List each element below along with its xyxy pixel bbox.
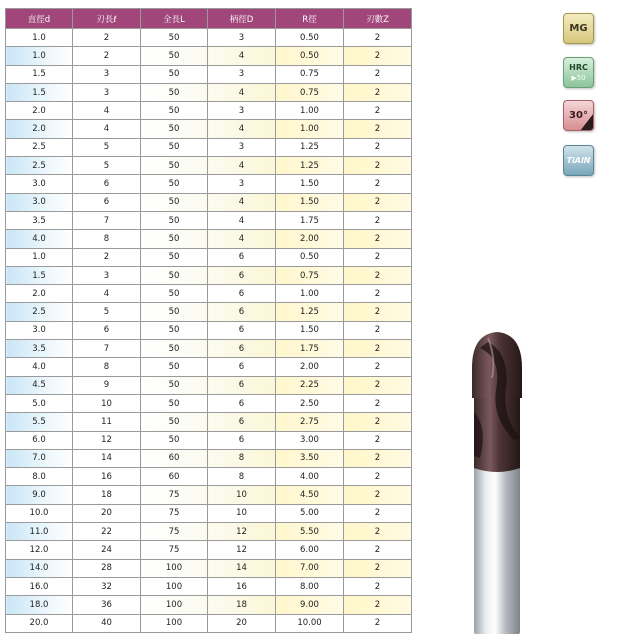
ball-radius-cell: 1.00 — [276, 102, 344, 120]
flute-count-cell: 2 — [344, 559, 412, 577]
flute-length-cell: 9 — [73, 376, 141, 394]
table-row — [6, 266, 412, 284]
flute-count-cell: 2 — [344, 175, 412, 193]
material-mg-badge — [563, 13, 594, 44]
flute-length-cell: 32 — [73, 577, 141, 595]
shank-diameter-cell: 20 — [208, 614, 276, 632]
ball-radius-cell: 1.00 — [276, 285, 344, 303]
ball-radius-cell: 5.00 — [276, 504, 344, 522]
table-row — [6, 29, 412, 47]
shank-diameter-cell: 6 — [208, 285, 276, 303]
shank-diameter-cell: 6 — [208, 248, 276, 266]
ball-radius-cell: 4.50 — [276, 486, 344, 504]
ball-end-mill-icon — [458, 328, 540, 636]
flute-length-cell: 4 — [73, 120, 141, 138]
table-row — [6, 211, 412, 229]
diameter-cell: 6.0 — [6, 431, 73, 449]
flute-count-cell: 2 — [344, 303, 412, 321]
flute-length-cell: 4 — [73, 102, 141, 120]
diameter-cell: 1.5 — [6, 65, 73, 83]
ball-radius-cell: 8.00 — [276, 577, 344, 595]
overall-length-cell: 50 — [141, 285, 208, 303]
flute-count-cell: 2 — [344, 413, 412, 431]
flute-length-cell: 5 — [73, 157, 141, 175]
table-row — [6, 157, 412, 175]
ball-radius-cell: 1.25 — [276, 303, 344, 321]
flute-length-cell: 12 — [73, 431, 141, 449]
flute-length-cell: 5 — [73, 303, 141, 321]
table-row — [6, 138, 412, 156]
flute-length-cell: 6 — [73, 175, 141, 193]
shank-diameter-cell: 10 — [208, 486, 276, 504]
ball-radius-cell: 3.00 — [276, 431, 344, 449]
flute-count-cell: 2 — [344, 47, 412, 65]
table-row — [6, 376, 412, 394]
table-row — [6, 321, 412, 339]
shank-diameter-cell: 14 — [208, 559, 276, 577]
ball-radius-cell: 3.50 — [276, 449, 344, 467]
ball-radius-cell: 1.25 — [276, 157, 344, 175]
shank-diameter-cell: 6 — [208, 340, 276, 358]
flute-length-cell: 7 — [73, 211, 141, 229]
flute-count-cell: 2 — [344, 431, 412, 449]
flute-count-cell: 2 — [344, 285, 412, 303]
overall-length-cell: 50 — [141, 29, 208, 47]
ball-radius-cell: 4.00 — [276, 468, 344, 486]
overall-length-cell: 50 — [141, 47, 208, 65]
flute-count-cell: 2 — [344, 541, 412, 559]
shank-diameter-cell: 6 — [208, 321, 276, 339]
table-row — [6, 559, 412, 577]
shank-diameter-cell: 6 — [208, 376, 276, 394]
flute-length-cell: 24 — [73, 541, 141, 559]
flute-count-cell: 2 — [344, 193, 412, 211]
flute-length-cell: 7 — [73, 340, 141, 358]
flute-length-cell: 16 — [73, 468, 141, 486]
table-row — [6, 504, 412, 522]
flute-length-cell: 40 — [73, 614, 141, 632]
shank-diameter-cell: 4 — [208, 47, 276, 65]
overall-length-cell: 60 — [141, 468, 208, 486]
diameter-cell: 1.5 — [6, 266, 73, 284]
ball-radius-cell: 1.50 — [276, 321, 344, 339]
table-row — [6, 577, 412, 595]
diameter-cell: 2.0 — [6, 102, 73, 120]
ball-radius-cell: 0.50 — [276, 29, 344, 47]
coating-tialn-badge — [563, 145, 594, 176]
table-row — [6, 303, 412, 321]
overall-length-cell: 75 — [141, 486, 208, 504]
ball-radius-cell: 0.50 — [276, 47, 344, 65]
diameter-cell: 8.0 — [6, 468, 73, 486]
shank-diameter-cell: 18 — [208, 596, 276, 614]
overall-length-cell: 50 — [141, 230, 208, 248]
overall-length-cell: 50 — [141, 120, 208, 138]
shank-diameter-cell: 6 — [208, 413, 276, 431]
shank-diameter-cell: 6 — [208, 431, 276, 449]
flute-length-cell: 8 — [73, 358, 141, 376]
overall-length-cell: 50 — [141, 431, 208, 449]
diameter-cell: 2.0 — [6, 120, 73, 138]
overall-length-cell: 75 — [141, 504, 208, 522]
overall-length-cell: 50 — [141, 138, 208, 156]
overall-length-cell: 100 — [141, 614, 208, 632]
shank-diameter-cell: 4 — [208, 211, 276, 229]
table-row — [6, 394, 412, 412]
table-row — [6, 614, 412, 632]
diameter-cell: 1.0 — [6, 248, 73, 266]
ball-radius-cell: 10.00 — [276, 614, 344, 632]
diameter-cell: 4.0 — [6, 358, 73, 376]
table-row — [6, 47, 412, 65]
overall-length-cell: 50 — [141, 413, 208, 431]
diameter-cell: 2.0 — [6, 285, 73, 303]
flute-count-cell: 2 — [344, 596, 412, 614]
flute-count-cell: 2 — [344, 394, 412, 412]
diameter-cell: 9.0 — [6, 486, 73, 504]
flute-length-cell: 6 — [73, 321, 141, 339]
flute-count-cell: 2 — [344, 614, 412, 632]
shank-diameter-cell: 4 — [208, 83, 276, 101]
table-row — [6, 468, 412, 486]
flute-count-cell: 2 — [344, 577, 412, 595]
ball-radius-cell: 1.00 — [276, 120, 344, 138]
overall-length-cell: 50 — [141, 175, 208, 193]
shank-diameter-cell: 6 — [208, 266, 276, 284]
diameter-cell: 2.5 — [6, 157, 73, 175]
diameter-cell: 4.5 — [6, 376, 73, 394]
table-row — [6, 541, 412, 559]
table-header-row — [6, 9, 412, 29]
ball-radius-cell: 2.75 — [276, 413, 344, 431]
table-row — [6, 83, 412, 101]
flute-length-cell: 2 — [73, 248, 141, 266]
diameter-cell: 2.5 — [6, 138, 73, 156]
flute-length-cell: 5 — [73, 138, 141, 156]
table-row — [6, 413, 412, 431]
ball-radius-cell: 0.75 — [276, 65, 344, 83]
diameter-cell: 14.0 — [6, 559, 73, 577]
shank-diameter-cell: 4 — [208, 193, 276, 211]
flute-count-cell: 2 — [344, 211, 412, 229]
shank-diameter-cell: 3 — [208, 138, 276, 156]
helix-angle-label: 30° — [569, 110, 588, 121]
coating-label: TiAlN — [566, 156, 591, 165]
overall-length-cell: 50 — [141, 211, 208, 229]
overall-length-cell: 100 — [141, 577, 208, 595]
diameter-cell: 1.0 — [6, 47, 73, 65]
header-ball-radius: R徑 — [276, 9, 344, 29]
flute-length-cell: 22 — [73, 523, 141, 541]
table-row — [6, 449, 412, 467]
table-row — [6, 596, 412, 614]
shank-diameter-cell: 8 — [208, 468, 276, 486]
table-row — [6, 175, 412, 193]
table-row — [6, 486, 412, 504]
flute-count-cell: 2 — [344, 376, 412, 394]
flute-count-cell: 2 — [344, 120, 412, 138]
shank-diameter-cell: 4 — [208, 120, 276, 138]
overall-length-cell: 50 — [141, 321, 208, 339]
overall-length-cell: 50 — [141, 266, 208, 284]
flute-count-cell: 2 — [344, 468, 412, 486]
diameter-cell: 1.5 — [6, 83, 73, 101]
flute-count-cell: 2 — [344, 340, 412, 358]
diameter-cell: 10.0 — [6, 504, 73, 522]
ball-radius-cell: 5.50 — [276, 523, 344, 541]
diameter-cell: 16.0 — [6, 577, 73, 595]
overall-length-cell: 50 — [141, 303, 208, 321]
flute-length-cell: 2 — [73, 29, 141, 47]
shank-diameter-cell: 4 — [208, 157, 276, 175]
overall-length-cell: 50 — [141, 65, 208, 83]
table-row — [6, 431, 412, 449]
shank-diameter-cell: 4 — [208, 230, 276, 248]
header-diameter: 直徑d — [6, 9, 73, 29]
flute-length-cell: 3 — [73, 65, 141, 83]
flute-count-cell: 2 — [344, 523, 412, 541]
flute-count-cell: 2 — [344, 248, 412, 266]
ball-radius-cell: 6.00 — [276, 541, 344, 559]
diameter-cell: 3.5 — [6, 340, 73, 358]
ball-radius-cell: 1.75 — [276, 211, 344, 229]
flute-count-cell: 2 — [344, 321, 412, 339]
flute-length-cell: 11 — [73, 413, 141, 431]
ball-radius-cell: 1.75 — [276, 340, 344, 358]
tool-shank — [474, 466, 520, 634]
flute-count-cell: 2 — [344, 138, 412, 156]
flute-length-cell: 36 — [73, 596, 141, 614]
flute-count-cell: 2 — [344, 486, 412, 504]
spec-table — [5, 8, 412, 633]
ball-radius-cell: 9.00 — [276, 596, 344, 614]
overall-length-cell: 50 — [141, 340, 208, 358]
overall-length-cell: 75 — [141, 541, 208, 559]
flute-count-cell: 2 — [344, 65, 412, 83]
diameter-cell: 12.0 — [6, 541, 73, 559]
overall-length-cell: 100 — [141, 596, 208, 614]
overall-length-cell: 75 — [141, 523, 208, 541]
flute-length-cell: 10 — [73, 394, 141, 412]
overall-length-cell: 50 — [141, 358, 208, 376]
table-row — [6, 65, 412, 83]
ball-radius-cell: 1.50 — [276, 175, 344, 193]
flute-count-cell: 2 — [344, 449, 412, 467]
diameter-cell: 5.5 — [6, 413, 73, 431]
diameter-cell: 18.0 — [6, 596, 73, 614]
table-row — [6, 285, 412, 303]
shank-diameter-cell: 3 — [208, 175, 276, 193]
header-shank-diameter: 柄徑D — [208, 9, 276, 29]
table-row — [6, 193, 412, 211]
overall-length-cell: 50 — [141, 83, 208, 101]
flute-count-cell: 2 — [344, 504, 412, 522]
overall-length-cell: 50 — [141, 157, 208, 175]
shank-diameter-cell: 3 — [208, 29, 276, 47]
diameter-cell: 20.0 — [6, 614, 73, 632]
flute-count-cell: 2 — [344, 29, 412, 47]
ball-radius-cell: 1.25 — [276, 138, 344, 156]
helix-angle-badge — [563, 100, 594, 131]
overall-length-cell: 50 — [141, 248, 208, 266]
diameter-cell: 3.0 — [6, 321, 73, 339]
header-flute-length: 刃長ℓ — [73, 9, 141, 29]
flute-length-cell: 4 — [73, 285, 141, 303]
diameter-cell: 7.0 — [6, 449, 73, 467]
diameter-cell: 4.0 — [6, 230, 73, 248]
flute-length-cell: 14 — [73, 449, 141, 467]
flute-count-cell: 2 — [344, 358, 412, 376]
header-flute-count: 刃數Z — [344, 9, 412, 29]
flute-length-cell: 3 — [73, 266, 141, 284]
table-row — [6, 340, 412, 358]
diameter-cell: 5.0 — [6, 394, 73, 412]
ball-radius-cell: 1.50 — [276, 193, 344, 211]
diameter-cell: 1.0 — [6, 29, 73, 47]
shank-diameter-cell: 10 — [208, 504, 276, 522]
flute-length-cell: 3 — [73, 83, 141, 101]
flute-count-cell: 2 — [344, 102, 412, 120]
flute-count-cell: 2 — [344, 230, 412, 248]
diameter-cell: 2.5 — [6, 303, 73, 321]
flute-length-cell: 18 — [73, 486, 141, 504]
ball-radius-cell: 0.50 — [276, 248, 344, 266]
ball-radius-cell: 0.75 — [276, 266, 344, 284]
diameter-cell: 3.0 — [6, 193, 73, 211]
overall-length-cell: 100 — [141, 559, 208, 577]
ball-radius-cell: 2.50 — [276, 394, 344, 412]
shank-diameter-cell: 8 — [208, 449, 276, 467]
diameter-cell: 11.0 — [6, 523, 73, 541]
overall-length-cell: 50 — [141, 394, 208, 412]
flute-length-cell: 8 — [73, 230, 141, 248]
overall-length-cell: 60 — [141, 449, 208, 467]
hardness-label: HRC — [569, 62, 588, 72]
overall-length-cell: 50 — [141, 193, 208, 211]
table-row — [6, 523, 412, 541]
shank-diameter-cell: 12 — [208, 523, 276, 541]
flute-count-cell: 2 — [344, 266, 412, 284]
ball-radius-cell: 7.00 — [276, 559, 344, 577]
material-mg-label: MG — [569, 23, 588, 34]
flute-length-cell: 6 — [73, 193, 141, 211]
ball-radius-cell: 2.25 — [276, 376, 344, 394]
diameter-cell: 3.5 — [6, 211, 73, 229]
shank-diameter-cell: 3 — [208, 102, 276, 120]
table-row — [6, 248, 412, 266]
hardness-hrc-badge — [563, 57, 594, 88]
diameter-cell: 3.0 — [6, 175, 73, 193]
ball-radius-cell: 2.00 — [276, 358, 344, 376]
shank-diameter-cell: 16 — [208, 577, 276, 595]
table-row — [6, 358, 412, 376]
shank-diameter-cell: 3 — [208, 65, 276, 83]
flute-length-cell: 2 — [73, 47, 141, 65]
flute-length-cell: 28 — [73, 559, 141, 577]
shank-diameter-cell: 12 — [208, 541, 276, 559]
flute-count-cell: 2 — [344, 83, 412, 101]
overall-length-cell: 50 — [141, 102, 208, 120]
flute-count-cell: 2 — [344, 157, 412, 175]
shank-diameter-cell: 6 — [208, 303, 276, 321]
table-row — [6, 230, 412, 248]
table-row — [6, 120, 412, 138]
overall-length-cell: 50 — [141, 376, 208, 394]
ball-radius-cell: 2.00 — [276, 230, 344, 248]
header-overall-length: 全長L — [141, 9, 208, 29]
hardness-sub-label: ▶50 — [571, 73, 586, 82]
table-row — [6, 102, 412, 120]
shank-diameter-cell: 6 — [208, 358, 276, 376]
ball-radius-cell: 0.75 — [276, 83, 344, 101]
flute-length-cell: 20 — [73, 504, 141, 522]
shank-diameter-cell: 6 — [208, 394, 276, 412]
